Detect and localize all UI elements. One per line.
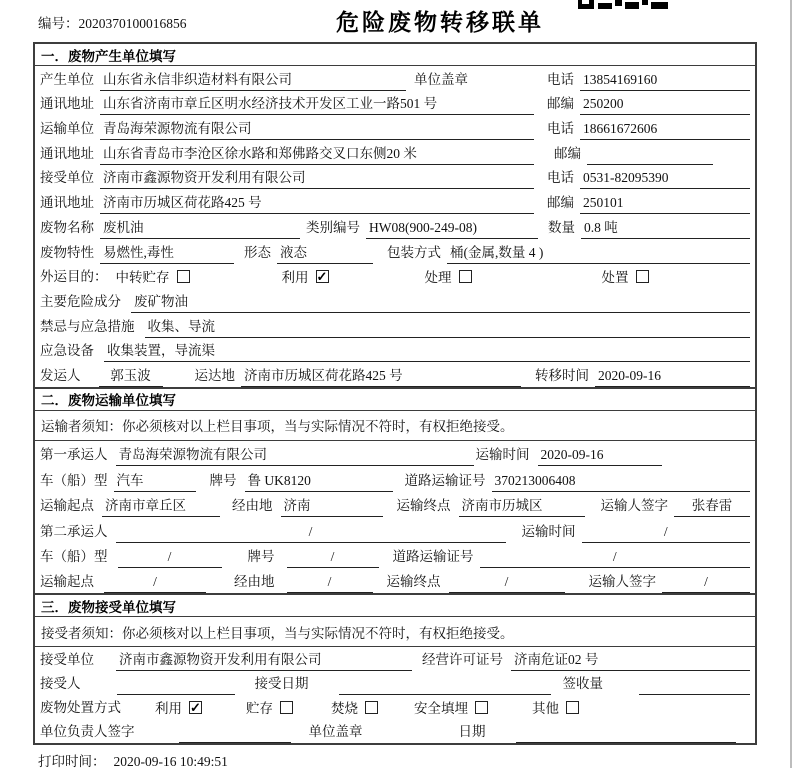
section3-title: 三．废物接受单位填写 bbox=[35, 595, 755, 617]
via2-value: / bbox=[287, 574, 373, 593]
purpose-option-transfer-storage bbox=[116, 266, 190, 288]
carrier-sign2-label: 运输人签字 bbox=[588, 574, 656, 590]
disposal-option-incineration bbox=[331, 697, 378, 719]
row-waste-name bbox=[35, 214, 755, 239]
checkbox-purpose-reuse: ✓ bbox=[316, 268, 328, 284]
plate2-value: / bbox=[287, 549, 379, 568]
vehicle-type1-value: 汽车 bbox=[114, 469, 196, 492]
receiver-address-value: 济南市历城区荷花路425 号 bbox=[100, 191, 534, 214]
taboo-measures-value: 收集、导流 bbox=[145, 315, 751, 338]
receiver-value: 济南市鑫源物资开发利用有限公司 bbox=[100, 166, 534, 189]
print-time-label: 打印时间： bbox=[38, 754, 106, 769]
quantity-value: 0.8 吨 bbox=[581, 216, 750, 239]
row-route2 bbox=[35, 568, 755, 593]
receipt-qty-label: 签收量 bbox=[562, 676, 603, 692]
shipper-value: 郭玉波 bbox=[99, 364, 163, 387]
vehicle-type2-value: / bbox=[118, 549, 222, 568]
transporter-value: 青岛海荣源物流有限公司 bbox=[100, 117, 534, 140]
packing-label: 包装方式 bbox=[387, 244, 441, 260]
transport-time1-label: 运输时间 bbox=[475, 447, 530, 463]
origin2-label: 运输起点 bbox=[40, 574, 94, 590]
purpose-treatment-label: 处理 bbox=[424, 270, 452, 286]
row-receiver bbox=[35, 165, 755, 190]
row-main-hazard bbox=[35, 288, 755, 313]
section-receiver bbox=[35, 593, 755, 743]
row-first-carrier bbox=[35, 441, 755, 466]
accept-unit-value: 济南市鑫源物资开发利用有限公司 bbox=[116, 648, 412, 671]
transport-time2-label: 运输时间 bbox=[521, 523, 576, 539]
terminal2-label: 运输终点 bbox=[386, 574, 441, 590]
receiver-notice: 接受者须知：你必须核对以上栏目事项，当与实际情况不符时，有权拒绝接受。 bbox=[35, 617, 755, 647]
category-code-label: 类别编号 bbox=[306, 219, 360, 235]
qr-code-fragment-icon bbox=[578, 0, 670, 9]
disposal-method-label: 废物处置方式 bbox=[40, 700, 121, 716]
row-vehicle2 bbox=[35, 543, 755, 568]
accept-date-label: 接受日期 bbox=[254, 676, 309, 692]
purpose-disposal-label: 处置 bbox=[601, 270, 629, 286]
checkbox-disposal-reuse: ✓ bbox=[190, 699, 201, 715]
transporter-phone-value: 18661672606 bbox=[580, 121, 750, 140]
checkbox-disposal-incineration bbox=[365, 701, 378, 714]
print-time-value: 2020-09-16 10:49:51 bbox=[113, 754, 228, 769]
row-receiver-address bbox=[35, 189, 755, 214]
transporter-address-value: 山东省青岛市李沧区徐水路和郑佛路交叉口东侧20 米 bbox=[100, 142, 534, 165]
receiver-phone-label: 电话 bbox=[547, 170, 574, 186]
destination-value: 济南市历城区荷花路425 号 bbox=[241, 364, 521, 387]
road-permit1-label: 道路运输证号 bbox=[404, 472, 486, 488]
accept-date-value bbox=[339, 692, 551, 695]
disposal-option-other bbox=[532, 697, 579, 719]
packing-value: 桶(金属,数量 4 ) bbox=[447, 241, 750, 264]
second-carrier-label: 第二承运人 bbox=[40, 523, 108, 539]
terminal1-label: 运输终点 bbox=[396, 498, 451, 514]
section1-title: 一．废物产生单位填写 bbox=[35, 44, 755, 66]
acceptor-value bbox=[117, 692, 235, 695]
receiver-label: 接受单位 bbox=[40, 170, 94, 186]
row-transporter bbox=[35, 115, 755, 140]
main-hazard-label: 主要危险成分 bbox=[40, 293, 121, 309]
origin1-label: 运输起点 bbox=[40, 498, 94, 514]
row-producer bbox=[35, 66, 755, 91]
checkbox-disposal-storage bbox=[280, 701, 293, 714]
checkbox-disposal-other bbox=[566, 701, 579, 714]
plate2-label: 牌号 bbox=[247, 548, 275, 564]
transfer-purpose-label: 外运目的： bbox=[40, 269, 108, 285]
producer-address-label: 通讯地址 bbox=[40, 96, 94, 112]
carrier-sign1-value: 张春雷 bbox=[674, 494, 750, 517]
receiver-phone-value: 0531-82095390 bbox=[580, 170, 750, 189]
page-edge-divider bbox=[790, 0, 792, 768]
transporter-zip-value bbox=[587, 162, 713, 165]
first-carrier-value: 青岛海荣源物流有限公司 bbox=[116, 443, 474, 466]
checkbox-purpose-transfer-storage bbox=[177, 270, 190, 283]
transport-time2-value: / bbox=[582, 524, 751, 543]
via1-value: 济南 bbox=[281, 494, 383, 517]
checkbox-disposal-landfill bbox=[475, 701, 488, 714]
receipt-qty-value bbox=[639, 692, 750, 695]
transporter-phone-label: 电话 bbox=[547, 121, 574, 137]
receiver-zip-label: 邮编 bbox=[547, 195, 574, 211]
head-signature-label: 单位负责人签字 bbox=[40, 724, 135, 740]
business-permit-value: 济南危证02 号 bbox=[511, 648, 750, 671]
section-transporter bbox=[35, 387, 755, 593]
vehicle-type2-label: 车（船）型 bbox=[40, 548, 108, 564]
terminal2-value: / bbox=[449, 574, 565, 593]
waste-name-value: 废机油 bbox=[100, 216, 300, 239]
disposal-option-landfill bbox=[414, 697, 488, 719]
waste-property-value: 易燃性,毒性 bbox=[100, 241, 234, 264]
row-vehicle1 bbox=[35, 466, 755, 491]
purpose-option-treatment bbox=[425, 266, 472, 288]
section-generator bbox=[35, 44, 755, 387]
unit-seal-label: 单位盖章 bbox=[414, 71, 468, 87]
transfer-time-label: 转移时间 bbox=[535, 367, 589, 383]
disposal-option-reuse bbox=[155, 697, 202, 719]
producer-value: 山东省永信非织造材料有限公司 bbox=[100, 68, 406, 91]
disposal-incineration-label: 焚烧 bbox=[331, 701, 358, 717]
producer-zip-value: 250200 bbox=[580, 96, 750, 115]
disposal-reuse-label: 利用 bbox=[155, 701, 182, 717]
receiver-address-label: 通讯地址 bbox=[40, 195, 94, 211]
transfer-time-value: 2020-09-16 bbox=[595, 368, 750, 387]
via1-label: 经由地 bbox=[232, 498, 273, 514]
destination-label: 运达地 bbox=[194, 367, 235, 383]
page-title: 危险废物转移联单 bbox=[336, 9, 544, 35]
row-emergency-equipment bbox=[35, 338, 755, 363]
date-label: 日期 bbox=[458, 724, 486, 740]
waste-property-label: 废物特性 bbox=[40, 244, 94, 260]
second-carrier-value: / bbox=[116, 524, 506, 543]
plate1-label: 牌号 bbox=[209, 472, 237, 488]
row-transfer-purpose bbox=[35, 264, 755, 289]
transporter-notice: 运输者须知：你必须核对以上栏目事项，当与实际情况不符时，有权拒绝接受。 bbox=[35, 411, 755, 441]
row-disposal-method bbox=[35, 695, 755, 719]
waste-name-label: 废物名称 bbox=[40, 219, 94, 235]
emergency-equipment-label: 应急设备 bbox=[40, 343, 94, 359]
transporter-zip-label: 邮编 bbox=[554, 145, 581, 161]
disposal-option-storage bbox=[246, 697, 293, 719]
terminal1-value: 济南市历城区 bbox=[459, 494, 585, 517]
receiver-seal-label: 单位盖章 bbox=[308, 724, 363, 740]
form-label: 形态 bbox=[244, 244, 271, 260]
producer-phone-label: 电话 bbox=[547, 71, 574, 87]
serial-label: 编号： bbox=[38, 16, 79, 31]
producer-zip-label: 邮编 bbox=[547, 96, 574, 112]
road-permit2-value: / bbox=[480, 549, 751, 568]
checkbox-purpose-treatment bbox=[459, 270, 472, 283]
carrier-sign1-label: 运输人签字 bbox=[600, 498, 668, 514]
emergency-equipment-value: 收集装置，导流渠 bbox=[104, 339, 750, 362]
category-code-value: HW08(900-249-08) bbox=[366, 220, 538, 239]
row-head-signature bbox=[35, 719, 755, 743]
row-transporter-address bbox=[35, 140, 755, 165]
road-permit2-label: 道路运输证号 bbox=[392, 548, 474, 564]
row-second-carrier bbox=[35, 517, 755, 542]
main-hazard-value: 废矿物油 bbox=[131, 290, 750, 313]
purpose-transfer-storage-label: 中转贮存 bbox=[115, 270, 170, 286]
receiver-zip-value: 250101 bbox=[580, 195, 750, 214]
section2-title: 二．废物运输单位填写 bbox=[35, 389, 755, 411]
first-carrier-label: 第一承运人 bbox=[40, 447, 108, 463]
checkbox-purpose-disposal bbox=[636, 270, 649, 283]
shipper-label: 发运人 bbox=[40, 367, 81, 383]
transporter-address-label: 通讯地址 bbox=[40, 145, 94, 161]
carrier-sign2-value: / bbox=[662, 574, 750, 593]
manifest-form bbox=[33, 42, 757, 745]
disposal-storage-label: 贮存 bbox=[246, 701, 273, 717]
head-signature-value bbox=[179, 740, 291, 743]
road-permit1-value: 370213006408 bbox=[492, 473, 751, 492]
disposal-other-label: 其他 bbox=[532, 701, 559, 717]
form-value: 液态 bbox=[277, 241, 373, 264]
purpose-reuse-label: 利用 bbox=[281, 270, 309, 286]
plate1-value: 鲁 UK8120 bbox=[245, 469, 393, 492]
print-time bbox=[38, 750, 228, 770]
transport-time1-value: 2020-09-16 bbox=[538, 447, 662, 466]
row-route1 bbox=[35, 492, 755, 517]
row-acceptor bbox=[35, 671, 755, 695]
row-accept-unit bbox=[35, 647, 755, 671]
business-permit-label: 经营许可证号 bbox=[422, 652, 503, 668]
serial-value: 2020370100016856 bbox=[78, 16, 187, 31]
purpose-option-reuse bbox=[282, 266, 329, 288]
row-producer-address bbox=[35, 91, 755, 116]
producer-label: 产生单位 bbox=[40, 71, 94, 87]
via2-label: 经由地 bbox=[234, 574, 275, 590]
origin2-value: / bbox=[104, 574, 206, 593]
taboo-measures-label: 禁忌与应急措施 bbox=[40, 318, 135, 334]
row-taboo-measures bbox=[35, 313, 755, 338]
origin1-value: 济南市章丘区 bbox=[102, 494, 220, 517]
disposal-landfill-label: 安全填埋 bbox=[414, 701, 468, 717]
transporter-label: 运输单位 bbox=[40, 121, 94, 137]
acceptor-label: 接受人 bbox=[40, 676, 81, 692]
producer-address-value: 山东省济南市章丘区明水经济技术开发区工业一路501 号 bbox=[100, 92, 534, 115]
producer-phone-value: 13854169160 bbox=[580, 72, 750, 91]
accept-unit-label: 接受单位 bbox=[40, 652, 94, 668]
purpose-option-disposal bbox=[602, 266, 649, 288]
row-shipper bbox=[35, 362, 755, 387]
quantity-label: 数量 bbox=[548, 219, 575, 235]
vehicle-type1-label: 车（船）型 bbox=[40, 472, 108, 488]
date-value bbox=[516, 740, 737, 743]
row-waste-property bbox=[35, 239, 755, 264]
